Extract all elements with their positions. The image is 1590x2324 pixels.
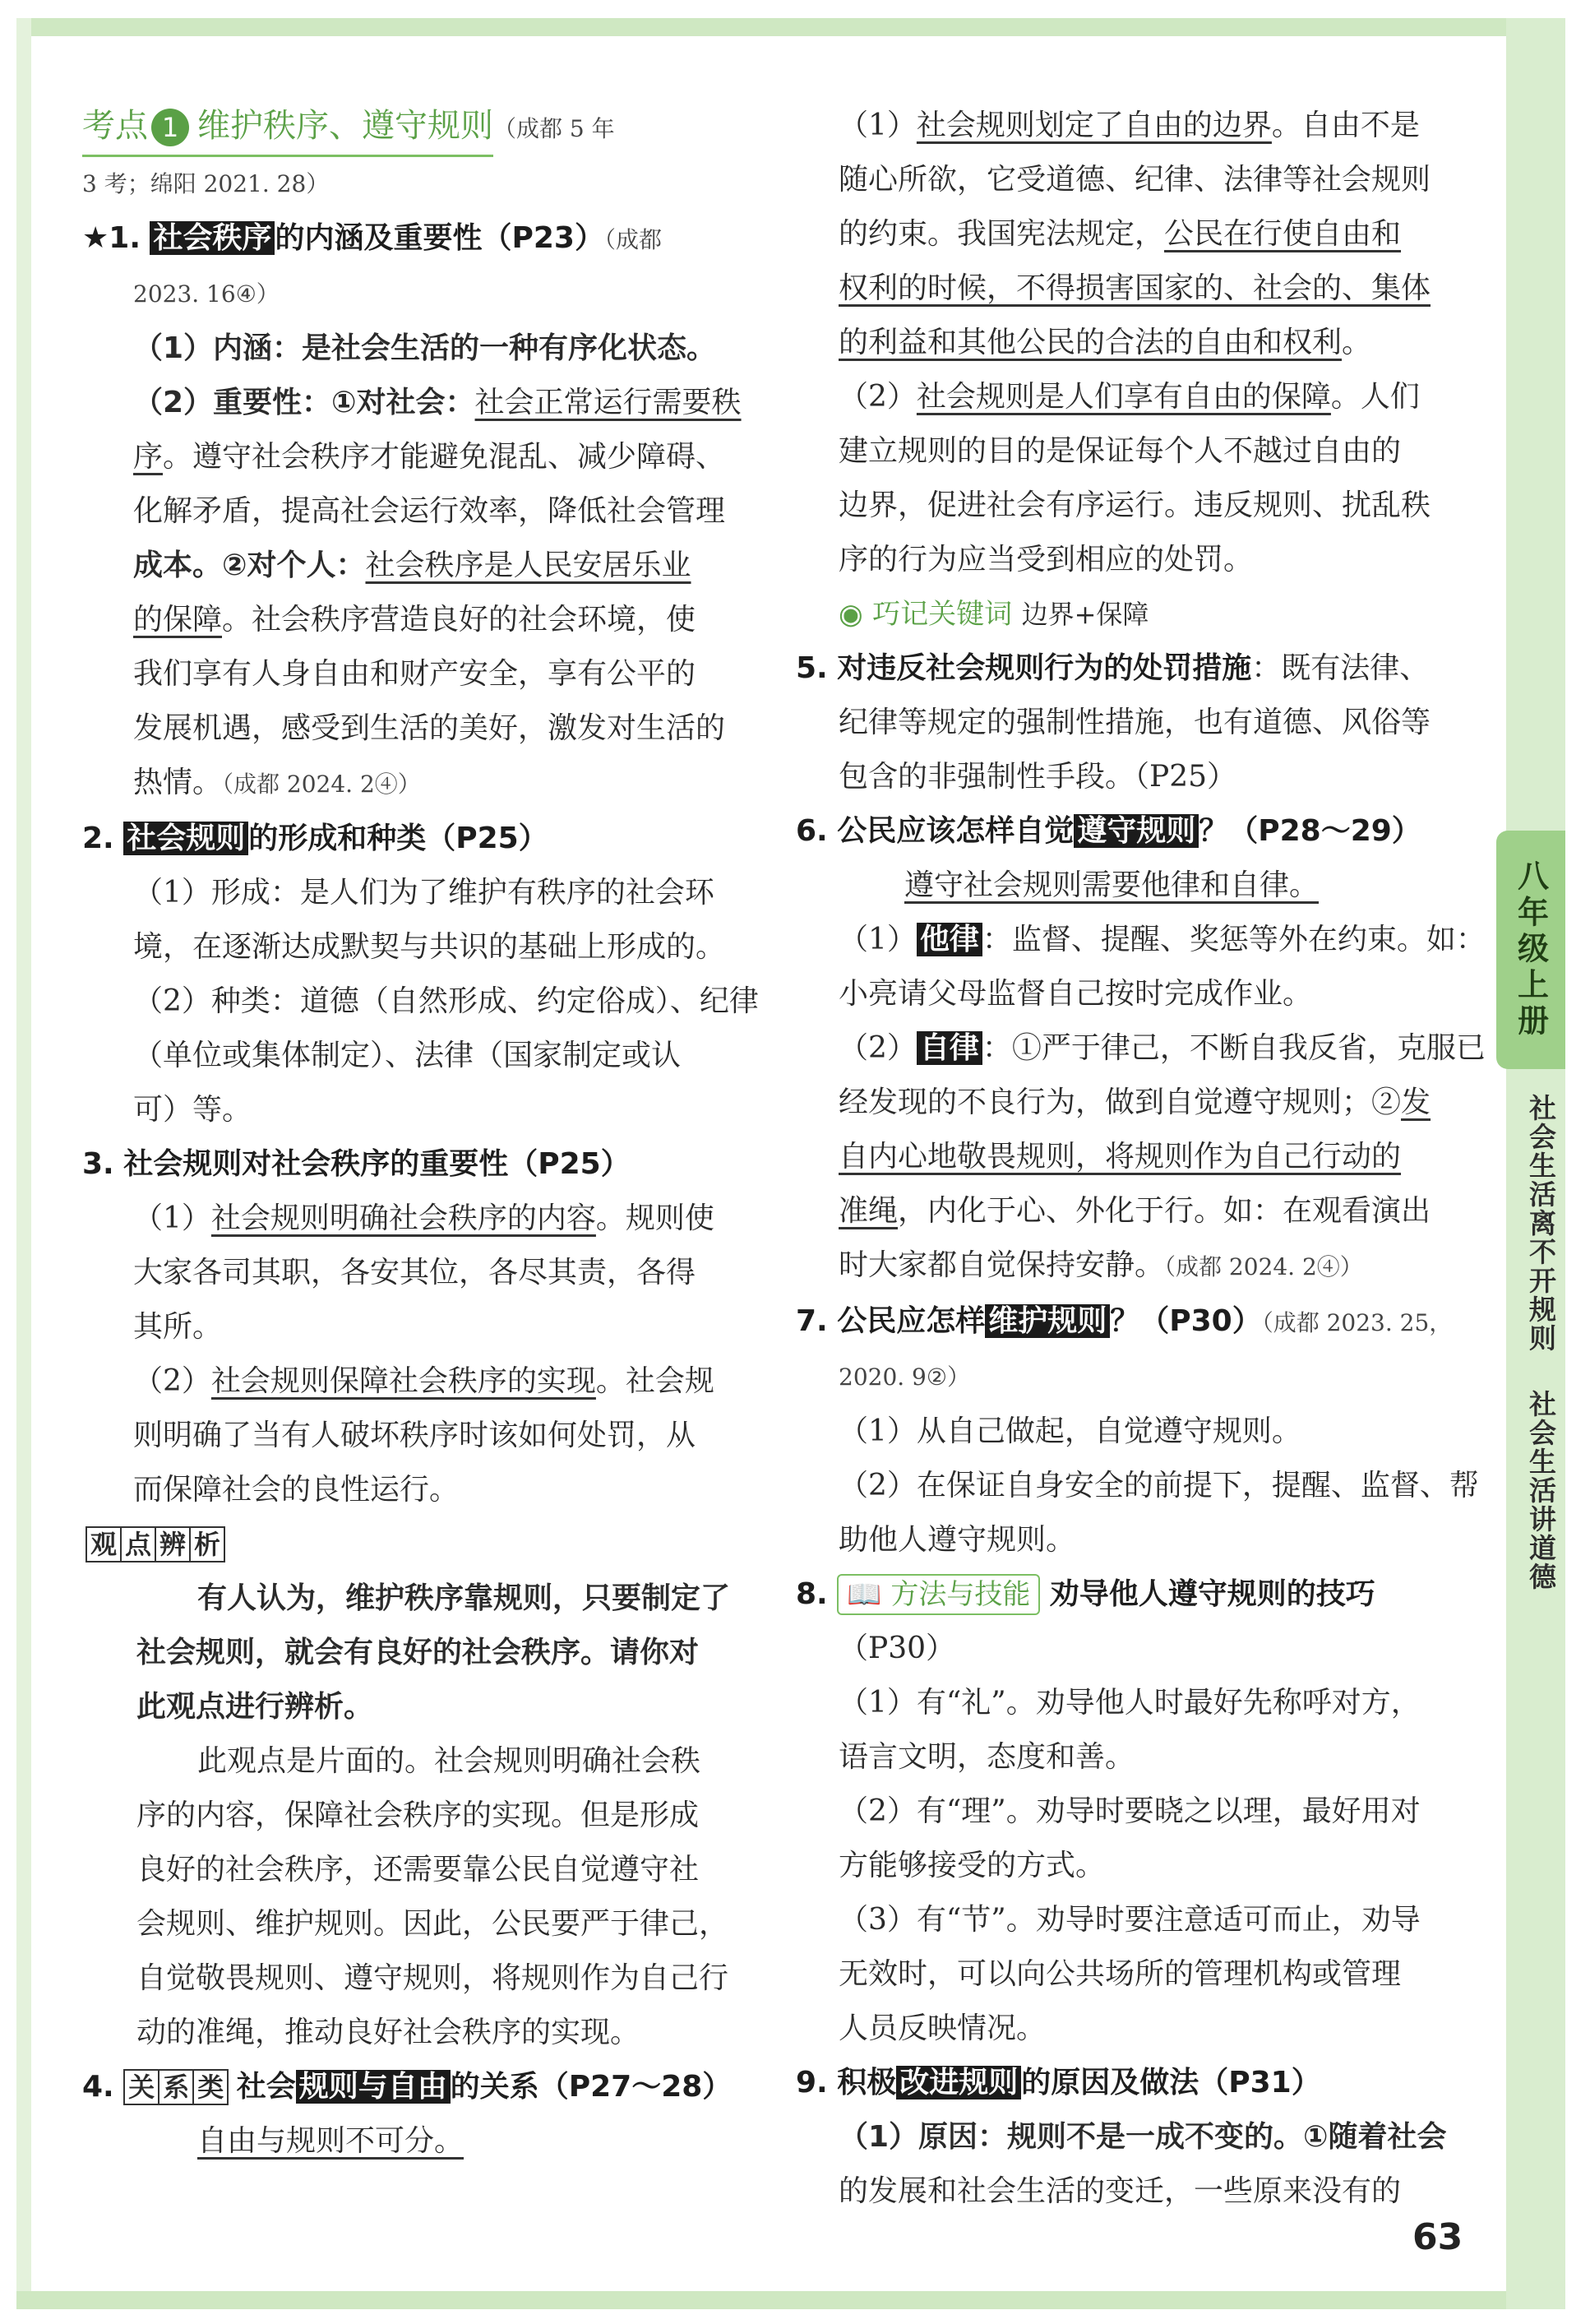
item-1-line: 序。遵守社会秩序才能避免混乱、减少障碍、 (133, 440, 726, 474)
item-6-line: 小亮请父母监督自己按时完成作业。 (839, 977, 1313, 1011)
book-icon: 📖 (847, 1578, 882, 1611)
item-7-line: （1）从自己做起，自觉遵守规则。 (839, 1414, 1301, 1448)
kaodian-source-cont: 3 考；绵阳 2021. 28） (82, 170, 330, 197)
item-3-line: （2）社会规则保障社会秩序的实现。社会规 (133, 1364, 714, 1398)
kaodian-banner: 考点 1 维护秩序、遵守规则 (82, 99, 493, 157)
item-2-line: 可）等。 (133, 1093, 252, 1127)
grade-tab (1496, 831, 1565, 1069)
item-1-line: 我们享有人身自由和财产安全，享有公平的 (133, 657, 696, 691)
item-1-line: 成本。②对个人：社会秩序是人民安居乐业 (133, 549, 691, 582)
viewpoint-tag: 观 点 辨 析 (86, 1517, 773, 1572)
kaodian-heading (82, 99, 773, 157)
item-4-heading: 4. 关 系 类 社会 规则与自由 的关系（P27～28） (82, 2070, 733, 2104)
item-4-cont-line: 序的行为应当受到相应的处罚。 (839, 543, 1254, 576)
unit-label-2: 社会生活讲道德 (1525, 1390, 1557, 1591)
item-5-line: 纪律等规定的强制性措施，也有道德、风俗等 (839, 706, 1431, 739)
item-2-line: （1）形成：是人们为了维护有秩序的社会环 (133, 876, 714, 910)
item-4-cont-line: 随心所欲，它受道德、纪律、法律等社会规则 (839, 163, 1431, 197)
item-6-line: 自内心地敬畏规则，将规则作为自己行动的 (839, 1140, 1402, 1174)
item-1-line: （1）内涵：是社会生活的一种有序化状态。 (133, 331, 717, 365)
memory-keyword: ◉ 巧记关键词 边界+保障 (839, 598, 1149, 631)
left-column (82, 99, 773, 2169)
item-6-line: 准绳，内化于心、外化于行。如：在观看演出 (839, 1194, 1431, 1228)
item-7-line: 助他人遵守规则。 (839, 1523, 1076, 1557)
item-4-line: 自由与规则不可分。 (197, 2124, 465, 2158)
viewpoint-question: 此观点进行辨析。 (136, 1690, 374, 1724)
item-6-line: （1） 他律 ：监督、提醒、奖惩等外在约束。如： (839, 923, 1486, 956)
viewpoint-answer: 序的内容，保障社会秩序的实现。但是形成 (136, 1799, 700, 1832)
item-5-line: 包含的非强制性手段。（P25） (839, 760, 1237, 794)
viewpoint-answer: 会规则、维护规则。因此，公民要严于律己， (136, 1907, 729, 1941)
item-3-line: 大家各司其职，各安其位，各尽其责，各得 (133, 1256, 696, 1289)
kaodian-title: 维护秩序、遵守规则 (197, 107, 493, 145)
item-9-line: （1）原因：规则不是一成不变的。①随着社会 (839, 2120, 1447, 2154)
method-skill-tag: 📖 方法与技能 (837, 1574, 1040, 1615)
item-9-heading: 9. 积极 改进规则 的原因及做法（P31） (796, 2066, 1321, 2099)
item-2-line: 境，在逐渐达成默契与共识的基础上形成的。 (133, 930, 726, 964)
viewpoint-answer: 此观点是片面的。社会规则明确社会秩 (197, 1744, 701, 1778)
item-4-cont-line: 边界，促进社会有序运行。违反规则、扰乱秩 (839, 488, 1431, 522)
item-8-line: （2）有“理”。劝导时要晓之以理，最好用对 (839, 1794, 1421, 1828)
item-4-cont-line: （1）社会规则划定了自由的边界。自由不是 (839, 109, 1420, 142)
item-6-line: 遵守社会规则需要他律和自律。 (904, 868, 1320, 902)
item-8-line: （1）有“礼”。劝导他人时最好先称呼对方， (839, 1686, 1421, 1720)
item-4-cont-line: 的利益和其他公民的合法的自由和权利。 (839, 326, 1372, 359)
item-8-page: （P30） (839, 1632, 956, 1665)
item-1-line: 热情。（成都 2024. 2④） (133, 766, 421, 799)
item-3-line: 其所。 (133, 1310, 223, 1344)
item-4-cont-line: 建立规则的目的是保证每个人不越过自由的 (839, 434, 1402, 468)
kaodian-source: （成都 5 年 (493, 115, 615, 142)
item-6-line: （2） 自律 ：①严于律己，不断自我反省，克服已 (839, 1031, 1486, 1065)
kaodian-number: 1 (151, 109, 189, 146)
item-3-line: （1）社会规则明确社会秩序的内容。规则使 (133, 1201, 714, 1235)
item-4-cont-line: 权利的时候，不得损害国家的、社会的、集体 (839, 271, 1431, 305)
page-number: 63 (1412, 2216, 1463, 2258)
page-frame-top (16, 18, 1565, 36)
item-2-line: （单位或集体制定）、法律（国家制定或认 (133, 1039, 682, 1072)
item-8-line: 无效时，可以向公共场所的管理机构或管理 (839, 1957, 1402, 1991)
item-1-line: （2）重要性：①对社会：社会正常运行需要秩 (133, 386, 742, 419)
item-6-line: 时大家都自觉保持安静。（成都 2024. 2④） (839, 1248, 1363, 1282)
item-7-line: （2）在保证自身安全的前提下，提醒、监督、帮 (839, 1469, 1479, 1502)
item-3-heading: 3. 社会规则对社会秩序的重要性（P25） (82, 1147, 631, 1181)
item-3-line: 而保障社会的良性运行。 (133, 1473, 460, 1507)
item-4-cont-line: 的约束。我国宪法规定，公民在行使自由和 (839, 217, 1402, 251)
item-3-line: 则明确了当有人破坏秩序时该如何处罚，从 (133, 1419, 696, 1452)
item-1-line: 化解矛盾，提高社会运行效率，降低社会管理 (133, 494, 726, 528)
item-8-heading: 8. 📖 方法与技能 劝导他人遵守规则的技巧 (796, 1567, 1488, 1622)
item-1-source: 2023. 16④） (133, 280, 280, 308)
item-8-line: 人员反映情况。 (839, 2012, 1047, 2045)
viewpoint-answer: 自觉敬畏规则、遵守规则，将规则作为自己行 (136, 1961, 729, 1995)
viewpoint-question: 社会规则，就会有良好的社会秩序。请你对 (136, 1636, 700, 1669)
viewpoint-question: 有人认为，维护秩序靠规则，只要制定了 (197, 1581, 731, 1615)
page-frame-bottom (16, 2291, 1565, 2309)
viewpoint-answer: 动的准绳，推动良好社会秩序的实现。 (136, 2016, 640, 2049)
item-1-line: 的保障。社会秩序营造良好的社会环境，使 (133, 603, 696, 637)
right-column (796, 99, 1488, 2219)
item-1-heading: ★1. 社会秩序 的内涵及重要性（P23）（成都 (82, 221, 662, 255)
item-8-line: 方能够接受的方式。 (839, 1849, 1106, 1882)
item-4-cont-line: （2）社会规则是人们享有自由的保障。人们 (839, 380, 1420, 414)
item-2-heading: 2. 社会规则 的形成和种类（P25） (82, 822, 548, 855)
location-pin-icon: ◉ (839, 598, 863, 631)
item-8-line: （3）有“节”。劝导时要注意适可而止，劝导 (839, 1903, 1421, 1937)
item-7-source: 2020. 9②） (839, 1363, 970, 1391)
item-8-line: 语言文明，态度和善。 (839, 1740, 1135, 1774)
item-5-heading: 5. 对违反社会规则行为的处罚措施：既有法律、 (796, 651, 1430, 685)
item-1-line: 发展机遇，感受到生活的美好，激发对生活的 (133, 711, 726, 745)
viewpoint-answer: 良好的社会秩序，还需要靠公民自觉遵守社 (136, 1853, 700, 1887)
item-6-line: 经发现的不良行为，做到自觉遵守规则；②发 (839, 1086, 1431, 1119)
item-7-heading: 7. 公民应怎样 维护规则 ？（P30）（成都 2023. 25， (796, 1304, 1453, 1338)
unit-label-1: 社会生活离不开规则 (1525, 1094, 1557, 1353)
item-2-line: （2）种类：道德（自然形成、约定俗成）、纪律 (133, 984, 759, 1018)
item-6-heading: 6. 公民应该怎样自觉 遵守规则 ？（P28～29） (796, 814, 1421, 848)
item-9-line: 的发展和社会生活的变迁，一些原来没有的 (839, 2174, 1402, 2208)
page-frame-left (16, 18, 31, 2309)
grade-tab-label: 八年级上册 (1512, 859, 1549, 1040)
